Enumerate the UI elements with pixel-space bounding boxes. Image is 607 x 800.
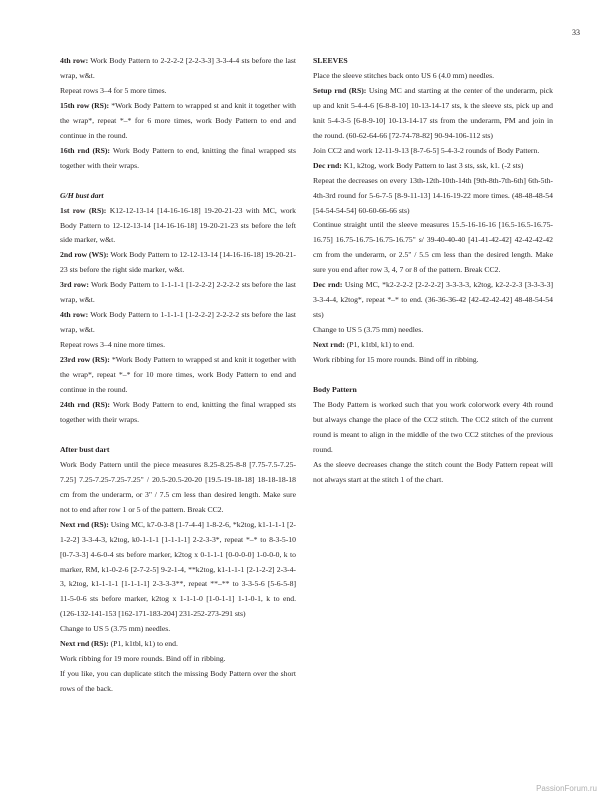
instruction-text: Using MC, *k2-2-2-2 [2-2-2-2] 3-3-3-3, k2tog, k2-2-2-3 [3-3-3-3] 3-3-4-4, k2tog*, repeat *–* to end. (36-36-36-42 [42-42-42-42] 48-48-54-54 sts) [313, 280, 554, 320]
instruction-paragraph [60, 637, 296, 652]
instruction-label: Next rnd: [313, 340, 345, 350]
instruction-text: Work ribbing for 19 more rounds. Bind off in ribbing. [60, 654, 226, 664]
instruction-paragraph [60, 308, 296, 338]
instruction-paragraph [313, 338, 553, 353]
instruction-label: 4th row: [60, 56, 89, 65]
instruction-label: 3rd row: [60, 280, 89, 290]
instruction-paragraph [313, 278, 553, 323]
right-block-2 [313, 398, 553, 488]
instruction-text: Using MC, k7-0-3-8 [1-7-4-4] 1-8-2-6, *k2tog, k1-1-1-1 [2-1-2-2] 3-3-4-3, k2tog, k0-1-1-1 [1-1-1-1] 2-2-3-3*, repeat *–* to 8-3-5-10 [0-7-3-3] 4-6-0-4 sts before marker, k2tog x 0-1-1-1 [0-0-0-0] 1-0-0-0, k to marker, RM, k1-0-2-6 [2-7-2-5] 9-2-1-4, **k2tog, k1-1-1-1 [2-1-2-2] 2-3-4-3, k2tog, k1-1-1-1 [1-1-1-1] 2-3-3-3**, repeat **–** to 3-3-5-6 [5-6-5-8] 11-5-0-6 sts before marker, k2tog x 1-1-1-0 [1-0-1-1] 1-1-0-1, k to end. (126-132-141-153 [162-171-183-204] 231-252-273-291 sts) [60, 519, 296, 619]
left-block-1 [60, 54, 296, 174]
instruction-label: 15th row (RS): [60, 100, 110, 110]
instruction-paragraph [60, 622, 296, 637]
instruction-paragraph [60, 518, 296, 623]
instruction-text: Repeat rows 3–4 nine more times. [60, 340, 166, 350]
instruction-paragraph [313, 323, 553, 338]
instruction-label: 1st row (RS): [60, 205, 107, 215]
watermark: PassionForum.ru [536, 784, 597, 793]
left-block-2 [60, 204, 296, 428]
instruction-paragraph [313, 218, 553, 278]
instruction-text: Work Body Pattern to 12-12-13-14 [14-16-16-18] 19-20-21-23 sts before the right side marker, w&t. [60, 250, 296, 275]
instruction-text: K12-12-13-14 [14-16-16-18] 19-20-21-23 with MC, work Body Pattern to 12-12-13-14 [14-16-16-18] 19-20-21-23 sts before the left side marker, w&t. [60, 205, 296, 245]
body-pattern-heading: Body Pattern [313, 385, 357, 395]
instruction-paragraph [60, 278, 296, 308]
instruction-paragraph [313, 84, 553, 144]
instruction-paragraph [313, 144, 553, 159]
instruction-text: *Work Body Pattern to wrapped st and knit it together with the wrap*, repeat *–* for 10 more times, work Body Pattern to end and continue in the round. [60, 355, 296, 395]
instruction-label: Next rnd (RS): [60, 519, 109, 529]
instruction-text: Work Body Pattern to end, knitting the final wrapped sts together with their wraps. [60, 399, 296, 424]
instruction-text: Repeat rows 3–4 for 5 more times. [60, 85, 167, 95]
instruction-text: Using MC and starting at the center of the underarm, pick up and knit 5-4-4-6 [6-8-8-10] 10-13-14-17 sts, k the sleeve sts, pick up and knit 5-4-3-5 [6-8-9-10] 10-13-14-17 sts from the underarm, PM and join in the round. (60-62-64-66 [72-74-78-82] 90-94-106-112 sts) [313, 85, 553, 140]
instruction-paragraph [60, 204, 296, 249]
instruction-paragraph [313, 159, 553, 174]
instruction-paragraph [60, 458, 296, 518]
instruction-paragraph [60, 99, 296, 144]
right-column [313, 54, 553, 488]
instruction-text: K1, k2tog, work Body Pattern to last 3 sts, ssk, k1. (-2 sts) [341, 160, 524, 170]
instruction-text: *Work Body Pattern to wrapped st and knit it together with the wrap*, repeat *–* for 6 more times, work Body Pattern to end and continue in the round. [60, 100, 296, 140]
sleeves-heading: SLEEVES [313, 56, 348, 65]
right-block-1 [313, 69, 553, 368]
left-block-3 [60, 458, 296, 697]
bust-dart-heading: G/H bust dart [60, 190, 104, 200]
instruction-label: 23rd row (RS): [60, 355, 110, 365]
instruction-label: 4th row: [60, 310, 89, 320]
instruction-label: Setup rnd (RS): [313, 85, 367, 95]
instruction-text: Change to US 5 (3.75 mm) needles. [60, 624, 171, 634]
instruction-text: Work Body Pattern to 2-2-2-2 [2-2-3-3] 3-3-4-4 sts before the last wrap, w&t. [60, 56, 296, 80]
instruction-paragraph [60, 338, 296, 353]
instruction-text: Work ribbing for 15 more rounds. Bind off in ribbing. [313, 355, 479, 365]
instruction-text: As the sleeve decreases change the stitch count the Body Pattern repeat will not always start at the stitch 1 of the chart. [313, 459, 553, 484]
page-number: 33 [572, 28, 580, 37]
instruction-text: Work Body Pattern to end, knitting the final wrapped sts together with their wraps. [60, 145, 296, 170]
instruction-paragraph [60, 84, 296, 99]
instruction-text: Place the sleeve stitches back onto US 6 (4.0 mm) needles. [313, 70, 495, 80]
instruction-paragraph [313, 458, 553, 488]
instruction-paragraph [313, 174, 553, 219]
instruction-paragraph [60, 54, 296, 84]
instruction-text: Change to US 5 (3.75 mm) needles. [313, 325, 424, 335]
instruction-text: Work Body Pattern to 1-1-1-1 [1-2-2-2] 2-2-2-2 sts before the last wrap, w&t. [60, 310, 296, 335]
instruction-text: (P1, k1tbl, k1) to end. [108, 639, 178, 649]
instruction-text: Continue straight until the sleeve measures 15.5-16-16-16 [16.5-16.5-16.75-16.75] 16.75-16.75-16.75-16.75" s/ 39-40-40-40 [41-41-42-42] 42-42-42-42 cm from the underarm, or 2.5" / 5.5 cm less than the desired length. Make sure you end after row 3, 4, 7 or 8 of the pattern. Break CC2. [313, 220, 553, 275]
instruction-label: 2nd row (WS): [60, 250, 109, 260]
instruction-label: Dec rnd: [313, 280, 343, 290]
instruction-text: (P1, k1tbl, k1) to end. [344, 340, 414, 350]
instruction-text: Work Body Pattern to 1-1-1-1 [1-2-2-2] 2-2-2-2 sts before the last wrap, w&t. [60, 280, 297, 305]
instruction-paragraph [60, 144, 296, 174]
instruction-paragraph [60, 652, 296, 667]
instruction-text: The Body Pattern is worked such that you work colorwork every 4th round but always change the place of the CC2 stitch. The CC2 stitch of the current round is meant to align in the middle of the two CC2 stitches of the previous round. [313, 399, 553, 454]
instruction-paragraph [60, 353, 296, 398]
instruction-label: Next rnd (RS): [60, 639, 109, 649]
left-column [60, 54, 296, 697]
instruction-paragraph [60, 667, 296, 697]
instruction-paragraph [313, 353, 553, 368]
instruction-text: Join CC2 and work 12-11-9-13 [8-7-6-5] 5-4-3-2 rounds of Body Pattern. [313, 145, 540, 155]
instruction-paragraph [60, 398, 296, 428]
instruction-label: 24th rnd (RS): [60, 399, 110, 409]
instruction-paragraph [313, 398, 553, 458]
instruction-text: If you like, you can duplicate stitch the missing Body Pattern over the short rows of the back. [60, 669, 296, 694]
instruction-paragraph [313, 69, 553, 84]
after-bust-dart-heading: After bust dart [60, 444, 110, 454]
instruction-label: Dec rnd: [313, 160, 342, 170]
instruction-text: Repeat the decreases on every 13th-12th-10th-14th [9th-8th-7th-6th] 6th-5th-4th-3rd round for 5-6-7-5 [8-9-11-13] 14-16-19-22 more times. (48-48-48-54 [54-54-54-54] 60-60-66-66 sts) [313, 175, 553, 215]
instruction-label: 16th rnd (RS): [60, 145, 110, 155]
instruction-text: Work Body Pattern until the piece measures 8.25-8.25-8-8 [7.75-7.5-7.25-7.25] 7.25-7.25-7.25-7.25" / 20.5-20.5-20-20 [19.5-19-18-18] 18-18-18-18 cm from the underarm, or 3" / 7.5 cm less than desired length. Make sure not to end after row 1 or 5 of the pattern. Break CC2. [60, 459, 296, 514]
instruction-paragraph [60, 248, 296, 278]
